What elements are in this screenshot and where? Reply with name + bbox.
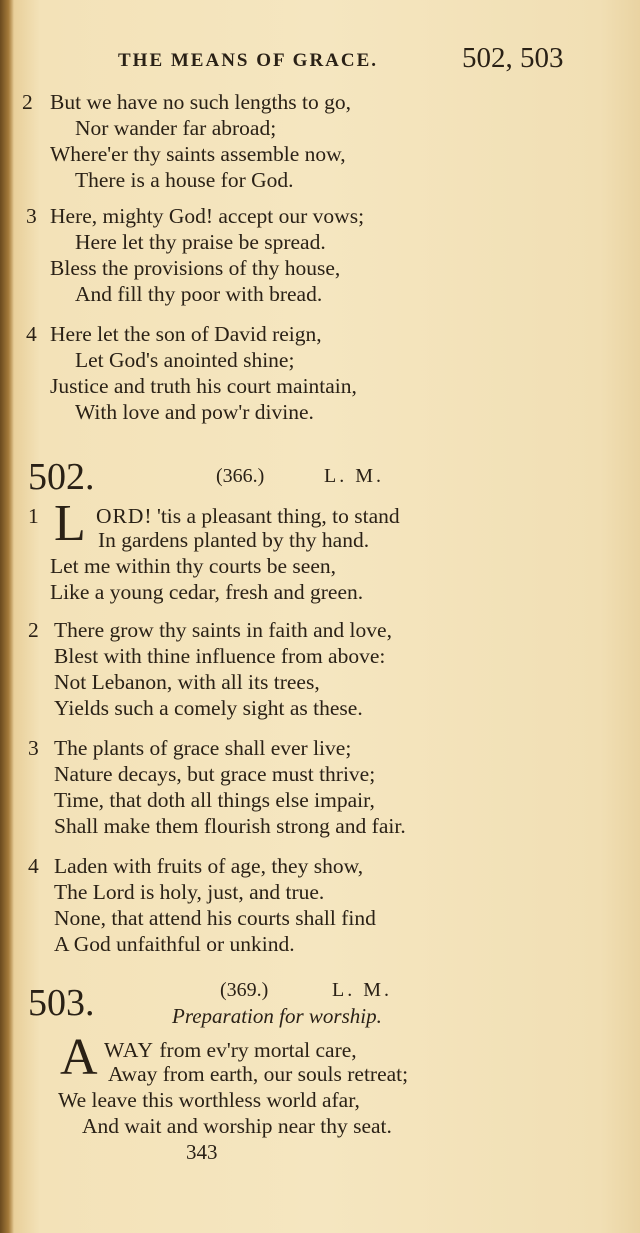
verse-line: Yields such a comely sight as these.: [54, 696, 363, 720]
meter: L. M.: [332, 979, 392, 1001]
stanza-501-2: [20, 92, 620, 192]
drop-cap: L: [54, 495, 86, 552]
stanza-number: 2: [28, 618, 39, 642]
verse-line: Let God's anointed shine;: [75, 348, 295, 372]
first-line-rest: from ev'ry mortal care,: [159, 1038, 357, 1062]
verse-line: Bless the provisions of thy house,: [50, 256, 341, 280]
stanza-502-3: [20, 738, 620, 838]
stanza-number: 3: [26, 204, 37, 228]
tune-reference: (366.): [216, 465, 265, 487]
page-header: [118, 42, 618, 82]
stanza-number: 2: [22, 90, 33, 114]
stanza-502-4: [20, 856, 620, 956]
verse-line: The Lord is holy, just, and true.: [54, 880, 325, 904]
verse-line: A God unfaithful or unkind.: [54, 932, 295, 956]
stanza-501-3: [20, 206, 620, 306]
verse-line: Shall make them flourish strong and fair.: [54, 814, 406, 838]
hymn-number: 503.: [28, 982, 95, 1024]
stanza-502-2: [20, 620, 620, 720]
hymn-502-heading: [28, 458, 618, 498]
verse-line: With love and pow'r divine.: [75, 400, 314, 424]
verse-line: Where'er thy saints assemble now,: [50, 142, 346, 166]
drop-cap: A: [60, 1029, 98, 1086]
verse-line: Blest with thine influence from above:: [54, 644, 386, 668]
verse-line: Here, mighty God! accept our vows;: [50, 204, 365, 228]
stanza-501-4: [20, 324, 620, 424]
stanza-number: 3: [28, 736, 39, 760]
meter: L. M.: [324, 465, 384, 487]
running-title: THE MEANS OF GRACE.: [118, 50, 379, 71]
verse-line: Away from earth, our souls retreat;: [108, 1062, 409, 1086]
verse-line: Nature decays, but grace must thrive;: [54, 762, 376, 786]
hymn-range: 502, 503: [462, 42, 564, 74]
hymn-subtitle: Preparation for worship.: [172, 1004, 382, 1028]
verse-line: There grow thy saints in faith and love,: [54, 618, 392, 642]
stanza-number: 4: [26, 322, 37, 346]
first-word: ORD: [96, 504, 145, 528]
stanza-503-1: [20, 1029, 620, 1138]
hymn-number: 502.: [28, 456, 95, 498]
verse-line: Laden with fruits of age, they show,: [54, 854, 364, 878]
verse-line: Nor wander far abroad;: [75, 116, 277, 140]
verse-line: None, that attend his courts shall find: [54, 906, 376, 930]
stanza-number: 4: [28, 854, 39, 878]
verse-line: And fill thy poor with bread.: [75, 282, 323, 306]
verse-line: But we have no such lengths to go,: [50, 90, 351, 114]
book-spine-shadow: [0, 0, 14, 1233]
page-number: 343: [186, 1140, 218, 1164]
verse-line-first: [104, 1040, 357, 1062]
verse-line: There is a house for God.: [75, 168, 294, 192]
stanza-502-1: [20, 495, 620, 604]
first-word: WAY: [104, 1038, 154, 1062]
verse-line: Let me within thy courts be seen,: [50, 554, 336, 578]
verse-line: Like a young cedar, fresh and green.: [50, 580, 364, 604]
verse-line: Here let thy praise be spread.: [75, 230, 326, 254]
verse-line: Here let the son of David reign,: [50, 322, 322, 346]
first-line-rest: ! 'tis a pleasant thing, to stand: [144, 504, 400, 528]
tune-reference: (369.): [220, 979, 269, 1001]
verse-line: And wait and worship near thy seat.: [82, 1114, 392, 1138]
verse-line-first: [96, 506, 400, 528]
hymn-503-heading: [28, 978, 618, 1034]
verse-line: Justice and truth his court maintain,: [50, 374, 357, 398]
stanza-number: 1: [28, 504, 39, 528]
verse-line: In gardens planted by thy hand.: [98, 528, 370, 552]
verse-line: Time, that doth all things else impair,: [54, 788, 375, 812]
verse-line: We leave this worthless world afar,: [58, 1088, 360, 1112]
verse-line: The plants of grace shall ever live;: [54, 736, 352, 760]
verse-line: Not Lebanon, with all its trees,: [54, 670, 320, 694]
